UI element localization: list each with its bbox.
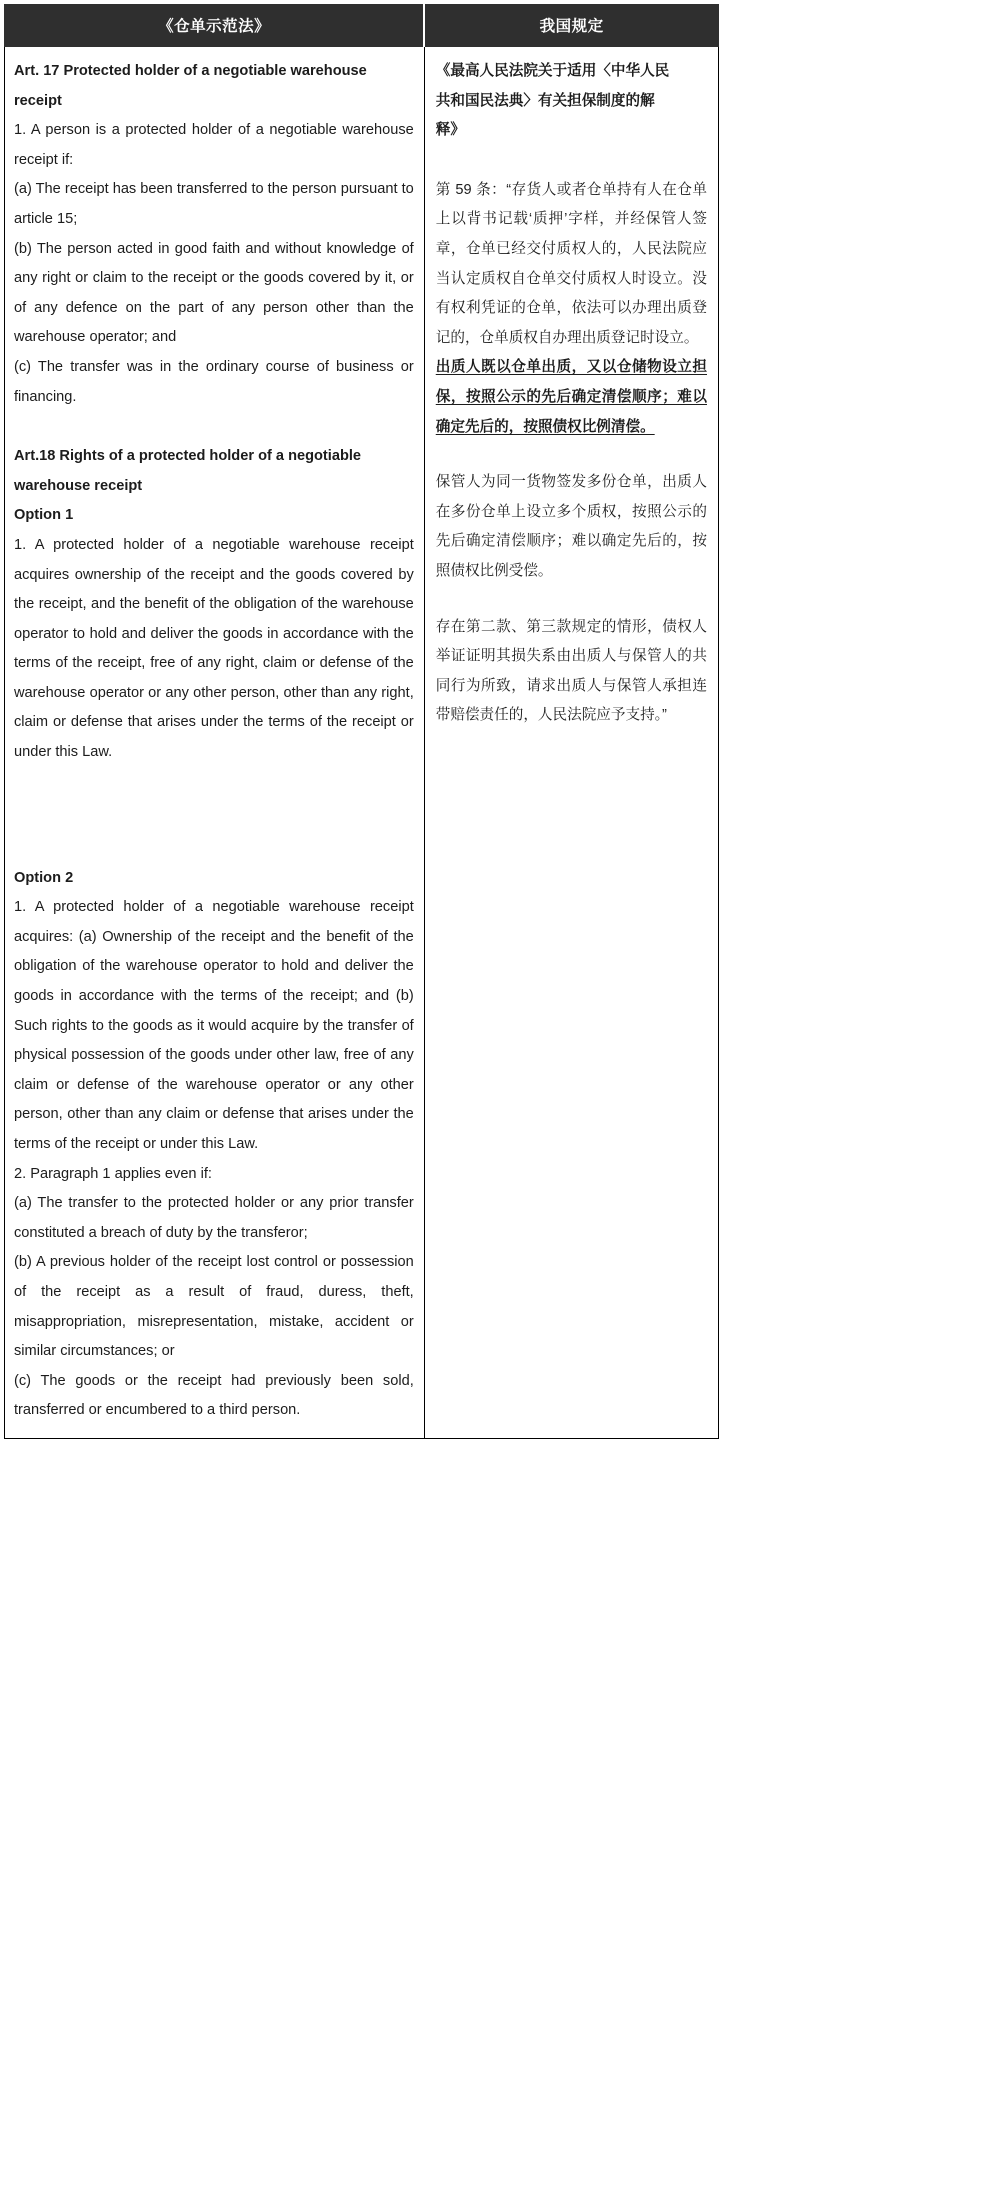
spacer [436,442,707,468]
article-59-paragraph-4: 存在第二款、第三款规定的情形，债权人举证证明其损失系由出质人与保管人的共同行为所致，请求出质人与保管人承担连带赔偿责任的，人民法院应予支持。” [435,618,707,724]
table-header-row [5,5,719,47]
art17-item-c: (c) The transfer was in the ordinary course of business or financing. [14,358,414,405]
option-2-label: Option 2 [14,869,74,886]
table-row [5,47,719,1439]
option-2-paragraph-2: 2. Paragraph 1 applies even if: [14,1165,212,1182]
art17-heading-line2: receipt [14,92,62,109]
spacer [436,587,707,613]
option-2-item-b: (b) A previous holder of the receipt lost control or possession of the receipt as a result of fraud, duress, theft, misappropriation, misrepresentation, mistake, accident or similar circumstances; or [14,1254,414,1360]
table-body [5,47,719,1439]
cell-model-law [5,47,425,1439]
article-59-paragraph-1: 第 59 条：“存货人或者仓单持有人在仓单上以背书记载‘质押’字样，并经保管人签章，仓单已经交付质权人的，人民法院应当认定质权自仓单交付质权人时设立。没有权利凭证的仓单，依法可以办理出质登记的，仓单质权自办理出质登记时设立。 [435,181,707,346]
option-2-item-a: (a) The transfer to the protected holder or any prior transfer constituted a breach of duty by the transferor; [14,1195,414,1241]
spacer [436,146,707,176]
art17-paragraph-1: 1. A person is a protected holder of a negotiable warehouse receipt if: [14,122,414,168]
art17-heading-line1: Art. 17 Protected holder of a negotiable warehouse [14,63,367,79]
option-2-item-c: (c) The goods or the receipt had previously been sold, transferred or encumbered to a third person. [14,1372,414,1419]
judicial-interpretation-title-line1: 《最高人民法院关于适用〈中华人民 [435,63,670,79]
spacer [14,768,414,864]
option-2-paragraph-1: 1. A protected holder of a negotiable warehouse receipt acquires: (a) Ownership of the receipt and the benefit of the obligation of the warehouse operator to hold and deliver the goods in accordance with the terms of the receipt; and (b) Such rights to the goods as it would acquire by the transfer of physical possession of the goods under other law, free of any claim or defense of the warehouse operator or any other person, other than any claim or defense that arises under the terms of the receipt or under this Law. [14,899,414,1152]
article-59-paragraph-2-emphasized: 出质人既以仓单出质，又以仓储物设立担保，按照公示的先后确定清偿顺序；难以确定先后的，按照债权比例清偿。 [435,359,707,435]
art18-heading-line1: Art.18 Rights of a protected holder of a negotiable [14,448,362,465]
comparison-table [4,4,719,1439]
column-header-model-law: 《仓单示范法》 [5,5,425,47]
option-1-paragraph-1: 1. A protected holder of a negotiable warehouse receipt acquires ownership of the receipt and the goods covered by the receipt, and the benefit of the obligation of the warehouse operator to hold and deliver the goods in accordance with the terms of the receipt, free of any right, claim or defense of the warehouse operator or any other person, other than any right, claim or defense that arises under the terms of the receipt or under this Law. [14,536,414,761]
art17-item-a: (a) The receipt has been transferred to the person pursuant to article 15; [14,181,414,227]
spacer [14,412,414,442]
judicial-interpretation-title-line3: 释》 [435,122,465,139]
judicial-interpretation-title-line2: 共和国民法典〉有关担保制度的解 [435,92,655,109]
option-1-label: Option 1 [14,507,74,524]
column-header-china-rules: 我国规定 [424,5,718,47]
cell-china-rules [424,47,718,1439]
article-59-paragraph-3: 保管人为同一货物签发多份仓单，出质人在多份仓单上设立多个质权，按照公示的先后确定清偿顺序；难以确定先后的，按照债权比例受偿。 [435,474,707,579]
document-page [0,4,1000,1439]
art17-item-b: (b) The person acted in good faith and without knowledge of any right or claim to the receipt or the goods covered by it, or of any defence on the part of any person other than the warehouse operator; and [14,240,414,346]
art18-heading-line2: warehouse receipt [14,477,143,494]
